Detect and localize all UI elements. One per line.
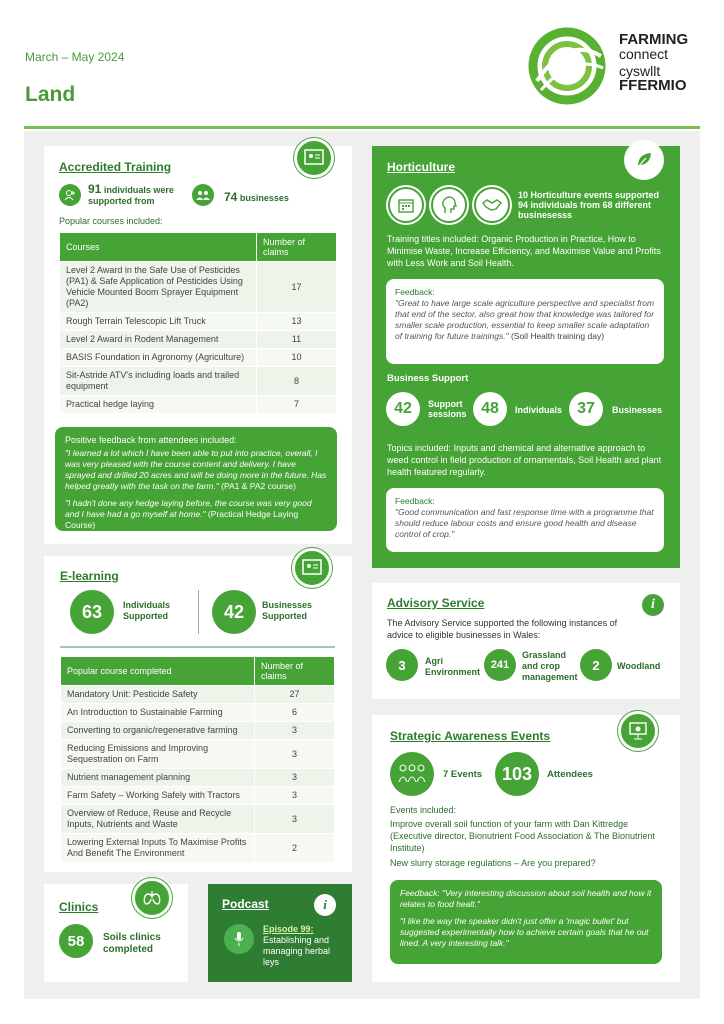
accredited-training-title: Accredited Training bbox=[59, 160, 172, 174]
bs-feedback-text: "Good communication and fast response time with a programme that should reduce labour costs and ensure good health and disease control of crop." bbox=[395, 507, 654, 539]
topics-text: Inputs and chemical and alternative approach to weed control in field production of ornamentals, Soil Health and plant health featured regularly. bbox=[387, 443, 662, 477]
claims-count: 27 bbox=[255, 686, 335, 704]
strategic-awareness-title: Strategic Awareness Events bbox=[390, 729, 551, 743]
table-row bbox=[61, 834, 335, 863]
support-sessions-count: 42 bbox=[386, 392, 420, 426]
attendees-label: Attendees bbox=[547, 769, 593, 780]
elearning-certificate-icon bbox=[292, 548, 332, 588]
bus-label-line1: Businesses bbox=[262, 600, 313, 610]
logo-text-connect: connect bbox=[619, 46, 669, 62]
handshake-icon bbox=[474, 187, 510, 223]
accredited-courses-table bbox=[59, 232, 337, 414]
claims-count: 3 bbox=[255, 769, 335, 787]
table-row bbox=[61, 805, 335, 834]
topics-label: Topics included: bbox=[387, 443, 452, 453]
titles-text: Organic Production in Practice, How to Minimise Waste, Increase Efficiency, and Maximise Value and Profits with Less Work and Soil Health. bbox=[387, 234, 661, 268]
podcast-episode-number[interactable]: Episode 99: bbox=[263, 924, 314, 934]
claims-count: 2 bbox=[255, 834, 335, 863]
elearning-courses-table bbox=[60, 656, 335, 863]
woodland-count: 2 bbox=[580, 649, 612, 681]
business-support-feedback-box bbox=[386, 488, 664, 552]
clinics-label-line2: completed bbox=[103, 944, 154, 955]
elearning-businesses-label bbox=[262, 600, 312, 622]
claims-count: 7 bbox=[257, 396, 337, 414]
col-claims: Number of claims bbox=[257, 233, 337, 262]
elearning-individuals-count: 63 bbox=[70, 590, 114, 634]
feedback-2-text: "I hadn't done any hedge laying before, the course was very good and I have had a go myself at home." bbox=[65, 498, 312, 519]
course-name: Farm Safety – Working Safely with Tractors bbox=[61, 787, 255, 805]
individuals-count: 91 bbox=[88, 182, 102, 196]
businesses-label: Businesses bbox=[612, 405, 663, 415]
elearning-title: E-learning bbox=[60, 569, 119, 583]
advisory-info-icon: i bbox=[642, 594, 664, 616]
bs-feedback-label: Feedback: bbox=[395, 496, 435, 506]
col-popular-course: Popular course completed bbox=[61, 657, 255, 686]
businesses-count: 74 bbox=[224, 190, 238, 204]
hort-feedback-label: Feedback: bbox=[395, 287, 435, 297]
horticulture-title: Horticulture bbox=[387, 160, 456, 174]
horticulture-summary: 10 Horticulture events supported 94 individuals from 68 different businesesss bbox=[518, 190, 660, 220]
microphone-icon bbox=[224, 924, 254, 954]
podcast-card bbox=[208, 884, 352, 982]
feedback-2-source: (Practical Hedge Laying Course) bbox=[65, 509, 299, 530]
strategic-feedback-1: Feedback: "Very interesting discussion about soil health and how it relates to food healt." bbox=[400, 888, 652, 909]
claims-count: 11 bbox=[257, 331, 337, 349]
calendar-icon bbox=[388, 187, 424, 223]
podcast-episode-desc: Establishing and managing herbal leys bbox=[263, 935, 331, 967]
certificate-icon bbox=[294, 138, 334, 178]
logo-ring-icon bbox=[527, 26, 607, 106]
report-period: March – May 2024 bbox=[25, 50, 125, 64]
table-row bbox=[60, 262, 337, 313]
individuals-text: individuals were supported from bbox=[88, 185, 174, 206]
claims-count: 13 bbox=[257, 313, 337, 331]
grass-line2: and crop bbox=[522, 661, 561, 671]
clinics-count: 58 bbox=[59, 924, 93, 958]
podcast-episode[interactable] bbox=[263, 924, 347, 968]
col-claims: Number of claims bbox=[255, 657, 335, 686]
people-group-icon bbox=[390, 752, 434, 796]
course-name: An Introduction to Sustainable Farming bbox=[61, 704, 255, 722]
presentation-icon bbox=[618, 711, 658, 751]
claims-count: 3 bbox=[255, 805, 335, 834]
attendees-count: 103 bbox=[495, 752, 539, 796]
table-row bbox=[60, 349, 337, 367]
advisory-intro: The Advisory Service supported the following instances of advice to eligible businesses in Wales: bbox=[387, 618, 618, 640]
course-name: BASIS Foundation in Agronomy (Agriculture) bbox=[60, 349, 257, 367]
elearning-individuals-label bbox=[123, 600, 170, 622]
logo-text-cyswllt: cyswllt bbox=[619, 63, 661, 79]
head-icon bbox=[431, 187, 467, 223]
course-name: Rough Terrain Telescopic Lift Truck bbox=[60, 313, 257, 331]
info-icon: i bbox=[314, 894, 336, 916]
bs1-line2: sessions bbox=[428, 409, 467, 419]
strategic-feedback-box bbox=[390, 880, 662, 964]
elearning-divider bbox=[60, 646, 335, 648]
claims-count: 3 bbox=[255, 722, 335, 740]
table-row bbox=[61, 686, 335, 704]
businesses-count: 37 bbox=[569, 392, 603, 426]
header-divider bbox=[24, 126, 700, 129]
business-support-title: Business Support bbox=[387, 373, 469, 384]
stat-divider bbox=[198, 590, 199, 634]
titles-label: Training titles included: bbox=[387, 234, 479, 244]
agri-environment-count: 3 bbox=[386, 649, 418, 681]
horticulture-training-titles bbox=[387, 233, 669, 269]
claims-count: 3 bbox=[255, 787, 335, 805]
podcast-title: Podcast bbox=[222, 897, 269, 911]
event-1: Improve overall soil function of your farm with Dan Kittredge (Executive director, Bionutrient Food Association & The Bionutrient Institute) bbox=[390, 819, 655, 853]
table-row bbox=[60, 367, 337, 396]
support-sessions-label bbox=[428, 399, 467, 419]
ind-label-line1: Individuals bbox=[123, 600, 171, 610]
course-name: Sit-Astride ATV's including loads and trailed equipment bbox=[60, 367, 257, 396]
agri-environment-label bbox=[425, 656, 480, 678]
horticulture-feedback-box bbox=[386, 279, 664, 364]
course-name: Level 2 Award in the Safe Use of Pesticides (PA1) & Safe Application of Pesticides Using Vehicle Mounted Boom Sprayer Equipment (PA2) bbox=[60, 262, 257, 313]
logo-text-ffermio: FFERMIO bbox=[619, 77, 687, 94]
grassland-count: 241 bbox=[484, 649, 516, 681]
claims-count: 6 bbox=[255, 704, 335, 722]
course-name: Lowering External Inputs To Maximise Profits And Benefit The Environment bbox=[61, 834, 255, 863]
clinics-label bbox=[103, 932, 161, 956]
feedback-1-source: (PA1 & PA2 course) bbox=[221, 481, 296, 491]
claims-count: 3 bbox=[255, 740, 335, 769]
grass-line1: Grassland bbox=[522, 650, 567, 660]
table-row bbox=[60, 313, 337, 331]
grass-line3: management bbox=[522, 672, 578, 682]
accredited-feedback-box bbox=[55, 427, 337, 531]
clinics-label-line1: Soils clinics bbox=[103, 932, 161, 943]
horticulture-topics bbox=[387, 442, 669, 478]
event-2: New slurry storage regulations – Are you prepared? bbox=[390, 858, 596, 868]
course-name: Converting to organic/regenerative farming bbox=[61, 722, 255, 740]
hort-feedback-text: "Great to have large scale agriculture perspective and specialist from that end of the sector, also great how that knowledge was tailored for smaller scale production, essential to keep smaller scale adaptation of training for future trainings." bbox=[395, 298, 655, 341]
feedback-1-text: "I learned a lot which I have been able to put into practice, overall, I was very pleased with the course content and delivery. I have sprayed and drilled 20 acres and will be doing more in the future. Has helped greatly with the task on the farm." bbox=[65, 448, 327, 491]
table-row bbox=[61, 704, 335, 722]
person-add-icon bbox=[59, 184, 81, 206]
table-row bbox=[60, 396, 337, 414]
leaf-icon bbox=[624, 140, 664, 180]
table-row bbox=[61, 722, 335, 740]
horticulture-card bbox=[372, 146, 680, 568]
bus-label-line2: Supported bbox=[262, 611, 307, 621]
businesses-text: businesses bbox=[239, 193, 289, 203]
claims-count: 8 bbox=[257, 367, 337, 396]
feedback-quote-1 bbox=[65, 448, 327, 492]
bs1-line1: Support bbox=[428, 399, 463, 409]
claims-count: 10 bbox=[257, 349, 337, 367]
table-row bbox=[61, 740, 335, 769]
clinics-card bbox=[44, 884, 188, 982]
advisory-service-title: Advisory Service bbox=[387, 596, 485, 610]
feedback-quote-2 bbox=[65, 498, 327, 531]
elearning-businesses-count: 42 bbox=[212, 590, 256, 634]
individuals-supported bbox=[88, 184, 188, 207]
lungs-icon bbox=[132, 878, 172, 918]
accredited-training-card bbox=[44, 146, 352, 544]
strategic-feedback-2: "I like the way the speaker didn't just offer a 'magic bullet' but suggested experimentally how to achieve certain goals that he out lined. A very interesting talk." bbox=[400, 916, 649, 948]
farming-connect-logo bbox=[527, 26, 707, 106]
individuals-count: 48 bbox=[473, 392, 507, 426]
course-name: Level 2 Award in Rodent Management bbox=[60, 331, 257, 349]
ind-label-line2: Supported bbox=[123, 611, 168, 621]
events-count: 7 Events bbox=[443, 769, 483, 780]
woodland-label: Woodland bbox=[617, 661, 661, 671]
course-name: Reducing Emissions and Improving Sequestration on Farm bbox=[61, 740, 255, 769]
hort-feedback-quote bbox=[395, 298, 655, 342]
feedback-title: Positive feedback from attendees included: bbox=[65, 435, 237, 445]
agri-line2: Environment bbox=[425, 667, 481, 677]
popular-courses-label: Popular courses included: bbox=[59, 216, 163, 226]
events-included-label: Events included: bbox=[390, 805, 457, 815]
col-courses: Courses bbox=[60, 233, 257, 262]
clinics-title: Clinics bbox=[59, 900, 99, 914]
course-name: Nutrient management planning bbox=[61, 769, 255, 787]
table-row bbox=[61, 787, 335, 805]
elearning-card bbox=[44, 556, 352, 872]
agri-line1: Agri bbox=[425, 656, 443, 666]
course-name: Mandatory Unit: Pesticide Safety bbox=[61, 686, 255, 704]
table-row bbox=[60, 331, 337, 349]
businesses-supported bbox=[224, 190, 289, 204]
logo-text-farming: FARMING bbox=[619, 31, 689, 48]
grassland-label bbox=[522, 650, 578, 683]
hort-feedback-source: (Soil Health training day) bbox=[510, 331, 605, 341]
course-name: Practical hedge laying bbox=[60, 396, 257, 414]
group-icon bbox=[192, 184, 214, 206]
claims-count: 17 bbox=[257, 262, 337, 313]
table-row bbox=[61, 769, 335, 787]
advisory-service-card bbox=[372, 583, 680, 699]
individuals-label: Individuals bbox=[515, 405, 563, 415]
page-title: Land bbox=[25, 83, 76, 106]
course-name: Overview of Reduce, Reuse and Recycle Inputs, Nutrients and Waste bbox=[61, 805, 255, 834]
strategic-awareness-card bbox=[372, 715, 680, 982]
